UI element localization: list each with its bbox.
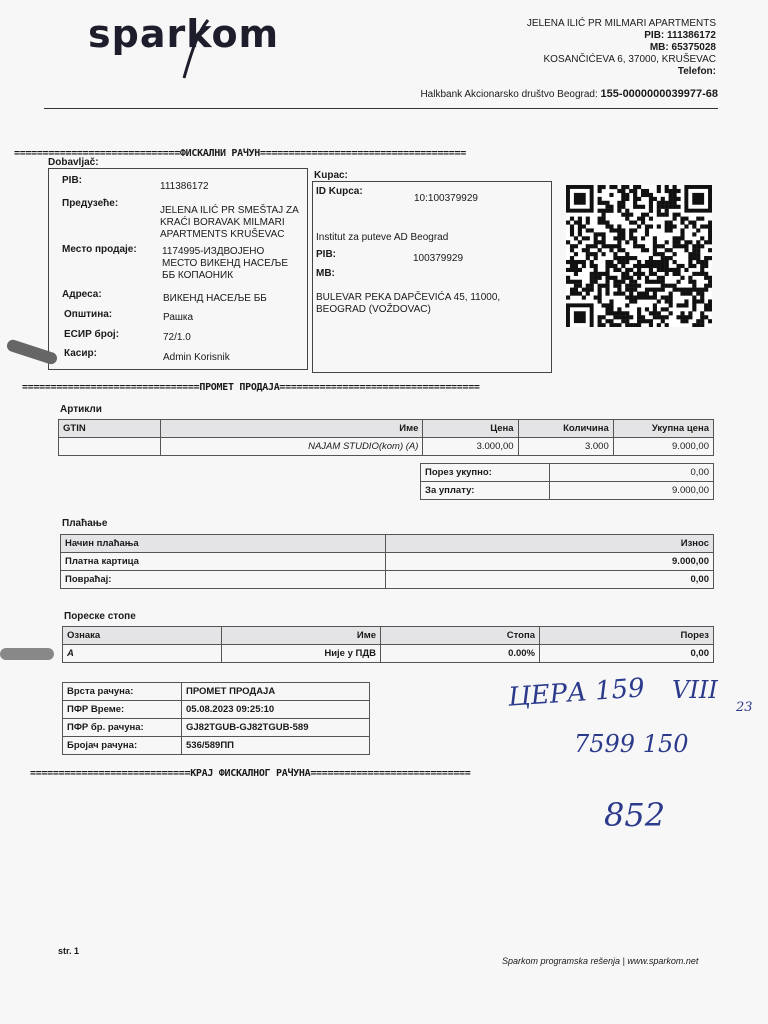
- table-row: [63, 683, 370, 701]
- item-total: 9.000,00: [613, 438, 713, 456]
- receipt-counter-label: Бројач рачуна:: [63, 737, 182, 755]
- col-price: Цена: [423, 420, 518, 438]
- bank-label: Halkbank Akcionarsko društvo Beograd:: [420, 89, 598, 100]
- receipt-info-table: [62, 682, 370, 755]
- table-row: [59, 438, 714, 456]
- buyer-name: Institut za puteve AD Beograd: [316, 232, 449, 243]
- seller-pib: PIB: 111386172: [644, 30, 716, 41]
- item-qty: 3.000: [518, 438, 613, 456]
- tax-col-tax: Порез: [540, 627, 714, 645]
- col-name: Име: [161, 420, 423, 438]
- supplier-municipality-label: Општина:: [64, 309, 113, 320]
- tax-col-mark: Ознака: [63, 627, 222, 645]
- footer-software: Sparkom programska rešenja | www.sparkom.net: [502, 956, 699, 966]
- handwritten-note-2: 7599 150: [574, 730, 689, 758]
- table-row: [63, 719, 370, 737]
- end-section-line: ============================КРАЈ ФИСКАЛНОГ РАЧУНА============================: [30, 768, 471, 779]
- payment-amount-header: Износ: [386, 535, 714, 553]
- payment-title: Плаћање: [62, 518, 108, 529]
- handwritten-roman: VIII: [672, 676, 718, 704]
- qr-code: [566, 185, 712, 327]
- sparkom-logo: sparkom: [88, 12, 280, 56]
- supplier-title: Dobavljač:: [48, 157, 99, 168]
- supplier-address-label: Адреса:: [62, 289, 102, 300]
- buyer-pib-label: PIB:: [316, 249, 336, 260]
- sales-section-title: =ПРОМЕТ ПРОДАЈА=: [193, 382, 286, 393]
- item-gtin: [59, 438, 161, 456]
- supplier-esir-label: ЕСИР број:: [64, 329, 120, 340]
- table-row: [63, 645, 714, 663]
- tax-col-name: Име: [222, 627, 381, 645]
- binder-ring-bottom: [0, 648, 54, 660]
- seller-address: KOSANČIĆEVA 6, 37000, KRUŠEVAC: [543, 54, 716, 65]
- buyer-mb-label: MB:: [316, 268, 335, 279]
- seller-header: [527, 18, 716, 78]
- pfr-number-label: ПФР бр. рачуна:: [63, 719, 182, 737]
- fiscal-section-line: =============================ФИСКАЛНИ РАЧУН====================================: [14, 148, 466, 159]
- to-pay-value: 9.000,00: [550, 482, 714, 500]
- tax-row-tax: 0,00: [540, 645, 714, 663]
- table-row: [63, 737, 370, 755]
- handwritten-note-3: 852: [604, 796, 666, 834]
- tax-total-value: 0,00: [550, 464, 714, 482]
- tax-row-mark: A: [63, 645, 222, 663]
- supplier-cashier-value: Admin Korisnik: [163, 352, 230, 363]
- page-number: str. 1: [58, 946, 80, 956]
- supplier-pib-value: 111386172: [160, 181, 209, 192]
- supplier-company-value: JELENA ILIĆ PR SMEŠTAJ ZA KRAĆI BORAVAK MILMARI APARTMENTS KRUŠEVAC: [160, 205, 299, 240]
- tax-col-rate: Стопа: [381, 627, 540, 645]
- buyer-box: [312, 181, 552, 373]
- payment-table: [60, 534, 714, 589]
- col-total: Укупна цена: [613, 420, 713, 438]
- receipt-counter-value: 536/589ПП: [182, 737, 370, 755]
- articles-header-row: [59, 420, 714, 438]
- payment-method-header: Начин плаћања: [61, 535, 386, 553]
- supplier-esir-value: 72/1.0: [163, 332, 191, 343]
- supplier-place-label: Место продаје:: [62, 244, 137, 255]
- tax-row-rate: 0.00%: [381, 645, 540, 663]
- payment-card-label: Платна картица: [61, 553, 386, 571]
- tax-total-label: Порез укупно:: [421, 464, 550, 482]
- articles-table: [58, 419, 714, 456]
- bank-account: 155-0000000039977-68: [600, 88, 718, 100]
- end-section-title: =КРАЈ ФИСКАЛНОГ РАЧУНА=: [184, 768, 317, 779]
- supplier-address-value: ВИКЕНД НАСЕЉЕ ББ: [163, 293, 267, 304]
- col-qty: Количина: [518, 420, 613, 438]
- pfr-time-label: ПФР Време:: [63, 701, 182, 719]
- item-price: 3.000,00: [423, 438, 518, 456]
- item-name: NAJAM STUDIO(kom) (A): [161, 438, 423, 456]
- payment-card-value: 9.000,00: [386, 553, 714, 571]
- table-row: [61, 553, 714, 571]
- supplier-cashier-label: Касир:: [64, 348, 97, 359]
- supplier-company-label: Предузеће:: [62, 198, 119, 209]
- receipt-type-value: ПРОМЕТ ПРОДАЈА: [182, 683, 370, 701]
- refund-label: Повраћај:: [61, 571, 386, 589]
- buyer-address: BULEVAR PEKA DAPČEVIĆA 45, 11000, BEOGRAD (VOŽDOVAC): [316, 292, 501, 315]
- tax-row-name: Није у ПДВ: [222, 645, 381, 663]
- articles-title: Артикли: [60, 404, 102, 415]
- table-row: [63, 701, 370, 719]
- seller-mb: MB: 65375028: [649, 42, 716, 53]
- tax-rates-table: [62, 626, 714, 663]
- tax-rates-title: Пореске стопе: [64, 611, 136, 622]
- receipt-type-label: Врста рачуна:: [63, 683, 182, 701]
- supplier-municipality-value: Рашка: [163, 312, 194, 323]
- buyer-title: Kupac:: [314, 170, 348, 181]
- col-gtin: GTIN: [59, 420, 161, 438]
- pfr-number-value: GJ82TGUB-GJ82TGUB-589: [182, 719, 370, 737]
- seller-name: JELENA ILIĆ PR MILMARI APARTMENTS: [526, 18, 716, 29]
- handwritten-note-1: ЦЕРА 159: [507, 673, 646, 713]
- header-divider: [44, 108, 718, 109]
- sales-section-line: ===============================ПРОМЕТ ПРОДАЈА===================================: [22, 382, 480, 393]
- logo-swoosh-icon: [178, 12, 218, 82]
- to-pay-label: За уплату:: [421, 482, 550, 500]
- fiscal-section-title: =ФИСКАЛНИ РАЧУН=: [174, 148, 266, 159]
- refund-value: 0,00: [386, 571, 714, 589]
- seller-phone: Telefon:: [677, 66, 716, 77]
- pfr-time-value: 05.08.2023 09:25:10: [182, 701, 370, 719]
- handwritten-year: 23: [736, 700, 753, 715]
- supplier-pib-label: PIB:: [62, 175, 82, 186]
- totals-table: [420, 463, 714, 500]
- bank-line: [420, 88, 718, 100]
- buyer-id-label: ID Kupca:: [316, 186, 363, 197]
- supplier-place-value: 1174995-ИЗДВОЈЕНО МЕСТО ВИКЕНД НАСЕЉЕ ББ КОПАОНИК: [162, 246, 289, 281]
- buyer-id-value: 10:100379929: [414, 193, 478, 204]
- buyer-pib-value: 100379929: [413, 253, 464, 264]
- table-row: [61, 571, 714, 589]
